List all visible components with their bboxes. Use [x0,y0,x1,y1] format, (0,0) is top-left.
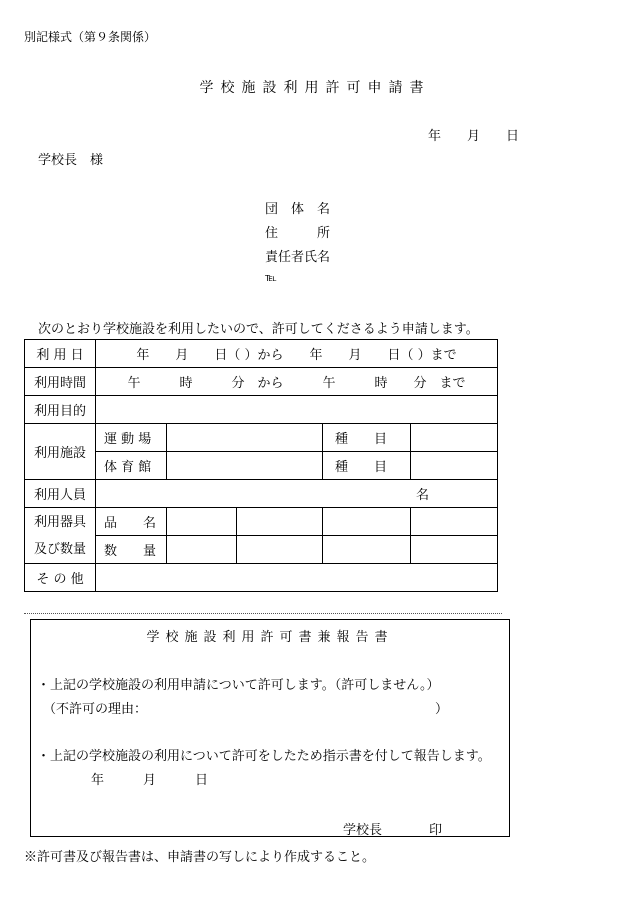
equipment-label-line-2: 及び数量 [33,541,86,557]
table-row [25,368,498,396]
application-table [24,339,498,592]
table-row [25,340,498,368]
item-name-label: 品 名 [96,508,167,536]
time-value[interactable]: 午 時 分 から 午 時 分 まで [96,368,498,396]
date-value[interactable]: 年 月 日（ ）から 年 月 日（ ）まで [96,340,498,368]
quantity-field-3[interactable] [323,536,411,564]
table-row [25,480,498,508]
quantity-label: 数 量 [96,536,167,564]
other-label: そ の 他 [25,564,96,592]
document-title: 学校施設利用許可申請書 [199,80,431,96]
applicant-address-label: 住 所 [265,226,331,241]
table-row [25,396,498,424]
applicant-org-label: 団 体 名 [265,202,331,217]
applicant-person-label: 責任者氏名 [265,250,331,265]
quantity-field-1[interactable] [167,536,237,564]
cut-line [24,613,502,614]
table-row [25,452,498,480]
gym-field[interactable] [167,452,323,480]
gym-label: 体 育 館 [96,452,167,480]
permit-reason-close: ） [435,702,449,717]
ground-event-field[interactable] [411,424,498,452]
quantity-field-4[interactable] [411,536,498,564]
equipment-label-line-1: 利用器具 [33,514,86,530]
permit-box [30,619,510,837]
form-label: 別記様式（第９条関係） [24,30,157,44]
table-row [25,536,498,564]
other-field[interactable] [96,564,498,592]
permit-date: 年 月 日 [91,773,209,788]
date-line: 年 月 日 [428,129,520,144]
date-label: 利 用 日 [25,340,96,368]
seal-mark: 印 [429,823,443,838]
table-row [25,564,498,592]
applicant-tel-label: ℡ [265,271,277,284]
facility-label: 利用施設 [25,424,96,480]
quantity-field-2[interactable] [237,536,323,564]
table-row [25,424,498,452]
time-label: 利用時間 [25,368,96,396]
people-label: 利用人員 [25,480,96,508]
item-name-field-2[interactable] [237,508,323,536]
purpose-label: 利用目的 [25,396,96,424]
item-name-field-1[interactable] [167,508,237,536]
equipment-label [25,508,96,564]
footnote: ※許可書及び報告書は、申請書の写しにより作成すること。 [24,850,376,865]
addressee: 学校長 様 [38,153,104,168]
purpose-field[interactable] [96,396,498,424]
table-row [25,508,498,536]
ground-label: 運 動 場 [96,424,167,452]
permit-reason-label: （不許可の理由： [43,702,148,717]
people-unit[interactable]: 名 [96,480,498,508]
item-name-field-3[interactable] [323,508,411,536]
permit-line-2: ・上記の学校施設の利用について許可をしたため指示書を付して報告します。 [37,749,491,764]
ground-field[interactable] [167,424,323,452]
intro-text: 次のとおり学校施設を利用したいので、許可してくださるよう申請します。 [38,322,479,337]
permit-title: 学校施設利用許可書兼報告書 [146,630,394,645]
item-name-field-4[interactable] [411,508,498,536]
permit-line-1: ・上記の学校施設の利用申請について許可します。（許可しません。） [37,678,440,693]
gym-event-label: 種 目 [323,452,411,480]
gym-event-field[interactable] [411,452,498,480]
permit-principal-label: 学校長 [343,823,383,838]
ground-event-label: 種 目 [323,424,411,452]
